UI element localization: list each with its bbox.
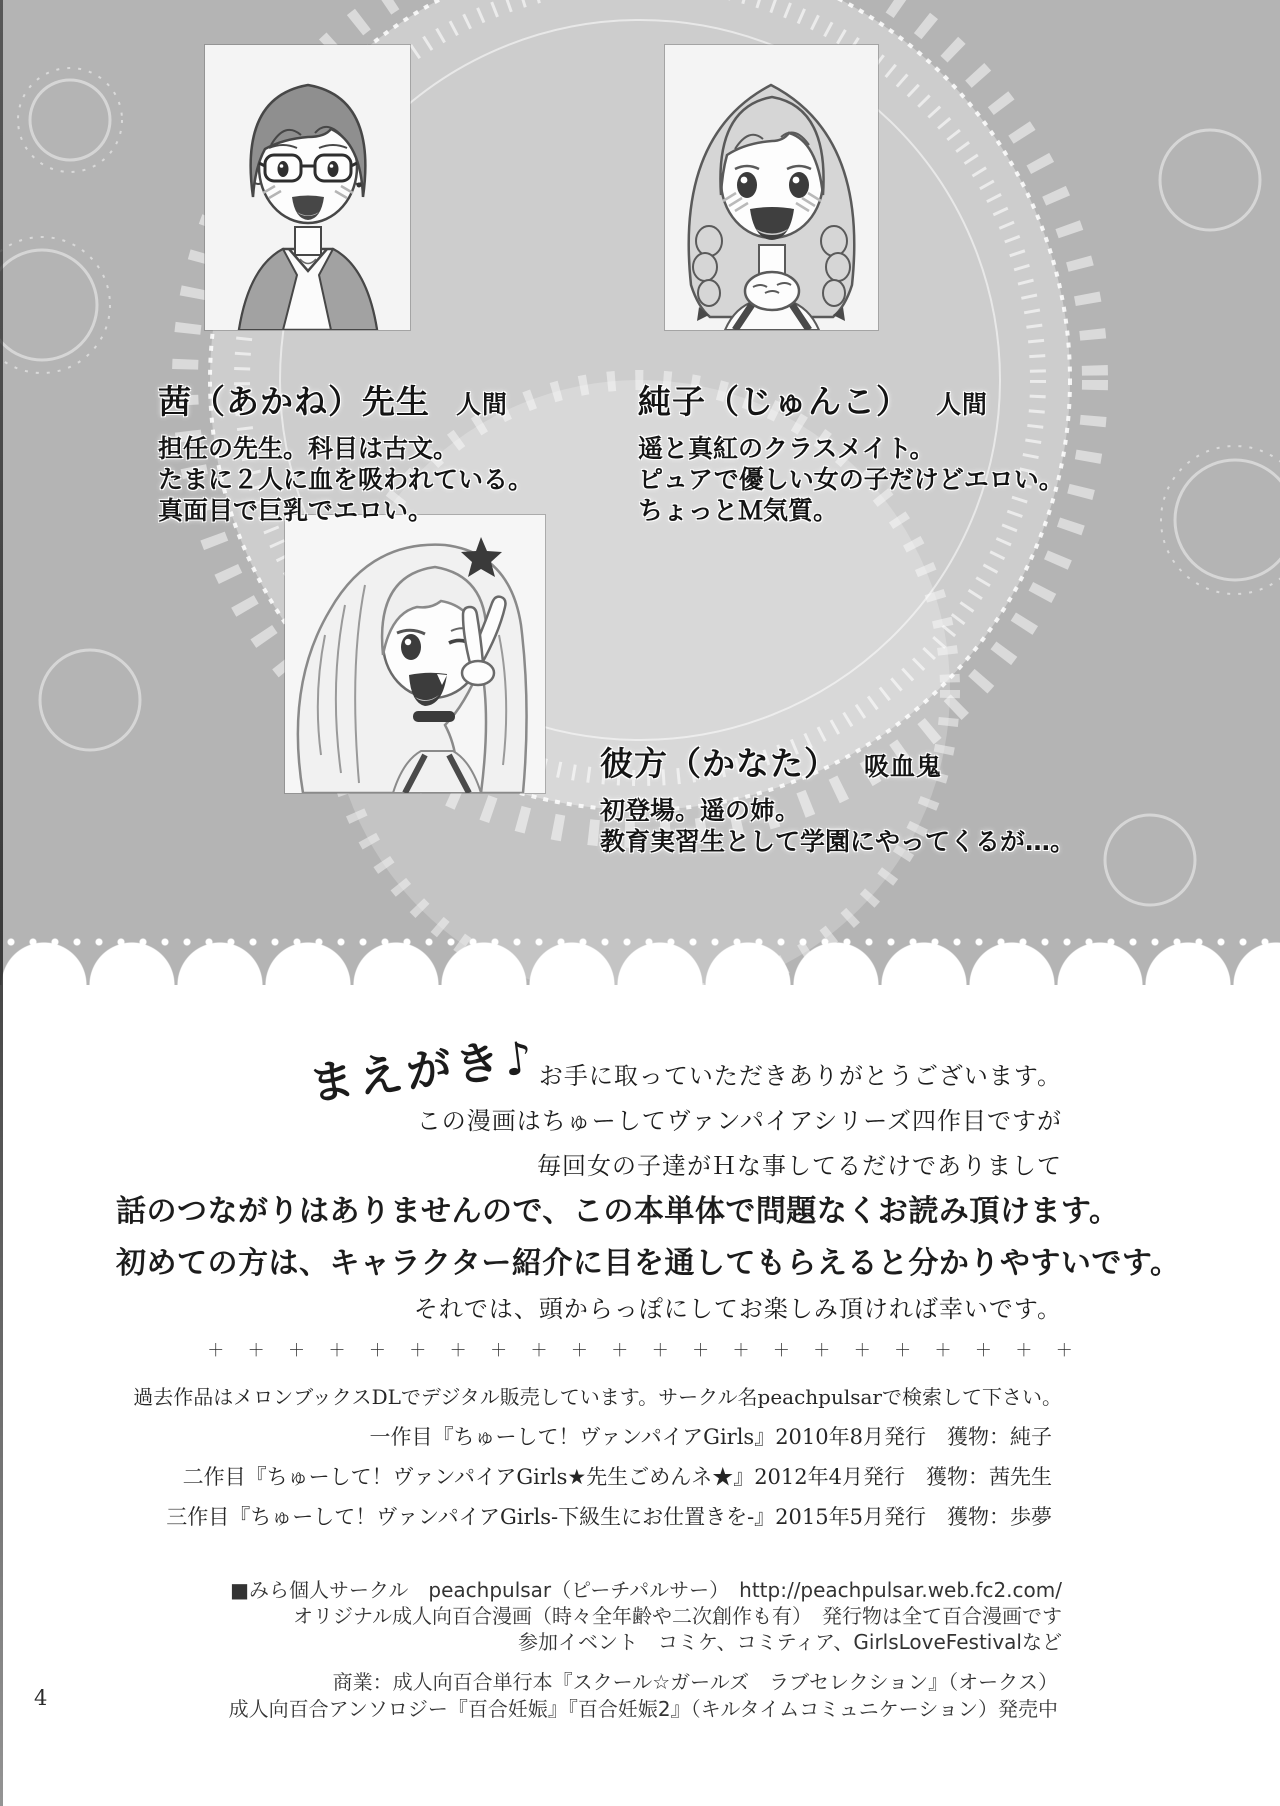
page-number: 4 [34, 1686, 48, 1710]
portrait-akane-sensei [205, 45, 410, 330]
character-species: 人間 [936, 390, 989, 419]
character-name-line [600, 738, 1075, 785]
character-description [638, 433, 1064, 526]
character-species: 人間 [456, 390, 509, 419]
circle-info-line: 参加イベント コミケ、コミティア、GirlsLoveFestivalなど [517, 1630, 1062, 1654]
akane-portrait-drawing [205, 45, 410, 330]
past-work-item: 一作目『ちゅーして！ヴァンパイアGirls』2010年8月発行 獲物：純子 [369, 1425, 1052, 1449]
foreword-line-emphasis: 話のつながりはありませんので、この本単体で問題なくお読み頂けます。 [116, 1194, 1120, 1229]
character-block-kanata [600, 738, 1075, 857]
character-block-akane [158, 376, 533, 526]
circle-info-line: ■みら個人サークル peachpulsar（ピーチパルサー） http://peachpulsar.web.fc2.com/ [230, 1578, 1062, 1602]
description-line: 教育実習生として学園にやってくるが…。 [600, 827, 1076, 856]
character-description [600, 795, 1075, 857]
description-line: 遥と真紅のクラスメイト。 [638, 434, 935, 463]
plus-divider: ＋ ＋ ＋ ＋ ＋ ＋ ＋ ＋ ＋ ＋ ＋ ＋ ＋ ＋ ＋ ＋ ＋ ＋ ＋ ＋ ＋ ＋ [207, 1341, 1073, 1361]
character-name: 彼方（かなた） [600, 744, 838, 783]
foreword-line: それでは、頭からっぽにしてお楽しみ頂ければ幸いです。 [413, 1295, 1062, 1323]
circle-info-line: オリジナル成人向百合漫画（時々全年齢や二次創作も有） 発行物は全て百合漫画です [293, 1604, 1062, 1628]
portrait-kanata [285, 515, 545, 793]
character-name-line [158, 376, 533, 423]
lace-trim-border [0, 937, 1280, 985]
description-line: 真面目で巨乳でエロい。 [158, 496, 434, 525]
foreword-line: 毎回女の子達がＨな事してるだけでありまして [537, 1152, 1062, 1180]
foreword-title: まえがき♪ [306, 1030, 540, 1111]
past-works-intro: 過去作品はメロンブックスDLでデジタル販売しています。サークル名peachpulsarで検索して下さい。 [133, 1385, 1062, 1409]
commercial-info-line: 商業：成人向百合単行本『スクール☆ガールズ ラブセレクション』（オークス） [332, 1670, 1058, 1694]
description-line: 担任の先生。科目は古文。 [158, 434, 459, 463]
foreword-line: この漫画はちゅーしてヴァンパイアシリーズ四作目ですが [416, 1107, 1062, 1135]
description-line: 初登場。遥の姉。 [600, 796, 801, 825]
description-line: たまに２人に血を吸われている。 [158, 465, 534, 494]
foreword-line-emphasis: 初めての方は、キャラクター紹介に目を通してもらえると分かりやすいです。 [116, 1246, 1181, 1281]
character-species: 吸血鬼 [864, 752, 943, 781]
character-name-line [638, 376, 1064, 423]
past-work-item: 二作目『ちゅーして！ヴァンパイアGirls★先生ごめんネ★』2012年4月発行 獲物：茜先生 [182, 1465, 1052, 1489]
character-name: 茜（あかね）先生 [158, 382, 430, 421]
commercial-info-line: 成人向百合アンソロジー『百合妊娠』『百合妊娠2』（キルタイムコミュニケーション）発売中 [228, 1697, 1058, 1721]
scan-edge-artifact [0, 0, 3, 1806]
character-name: 純子（じゅんこ） [638, 382, 910, 421]
portrait-junko [665, 45, 878, 330]
junko-portrait-drawing [665, 45, 878, 330]
description-line: ちょっとＭ気質。 [638, 496, 839, 525]
character-block-junko [638, 376, 1064, 526]
foreword-line: お手に取っていただきありがとうございます。 [538, 1062, 1062, 1090]
description-line: ピュアで優しい女の子だけどエロい。 [638, 465, 1064, 494]
past-work-item: 三作目『ちゅーして！ヴァンパイアGirls-下級生にお仕置きを-』2015年5月発行 獲物：歩夢 [166, 1505, 1052, 1529]
character-description [158, 433, 533, 526]
kanata-portrait-drawing [285, 515, 545, 793]
